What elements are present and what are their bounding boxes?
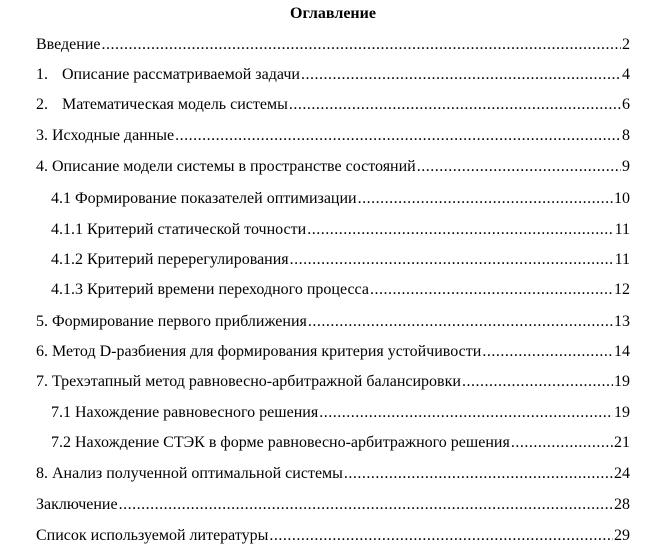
dot-leader [511,433,613,453]
dot-leader [319,403,613,423]
dot-leader [370,280,613,300]
toc-entry[interactable] [36,35,630,55]
toc-entry-text: Введение [36,36,101,53]
toc-entry-page: 19 [614,404,630,421]
dot-leader [102,35,622,55]
dot-leader [308,312,613,332]
toc-entry-page: 9 [622,158,630,175]
toc-entry-page: 4 [622,66,630,83]
toc-entry[interactable] [51,220,630,240]
toc-entry-text: Описание рассматриваемой задачи [62,66,300,83]
toc-entry-text: 7. Трехэтапный метод равновесно-арбитражной балансировки [36,373,461,390]
dot-leader [307,220,613,240]
dot-leader [301,65,621,85]
dot-leader [289,95,621,115]
toc-entry[interactable] [51,280,630,300]
toc-entry-page: 12 [614,281,630,298]
toc-entry[interactable] [51,250,630,270]
toc-entry[interactable] [36,526,630,546]
dot-leader [290,250,614,270]
toc-entry-text: Список используемой литературы [36,527,269,544]
toc-entry-text: 7.2 Нахождение СТЭК в форме равновесно-арбитражного решения [51,434,510,451]
toc-entry[interactable] [51,403,630,423]
dot-leader [462,372,613,392]
toc-entry-text: 8. Анализ полученной оптимальной системы [36,465,343,482]
toc-entry-page: 21 [614,434,630,451]
toc-entry-page: 11 [614,251,630,268]
toc-entry[interactable] [36,157,630,177]
toc-entry[interactable] [36,342,630,362]
toc-entry[interactable] [51,433,630,453]
toc-entry-page: 13 [614,313,630,330]
toc-entry-page: 14 [614,343,630,360]
toc-entry-text: 4.1.1 Критерий статической точности [51,221,307,238]
dot-leader [175,126,621,146]
toc-entry-text: Математическая модель системы [62,96,288,113]
toc-entry[interactable] [36,95,630,115]
toc-entry-text: 4.1.2 Критерий перерегулирования [51,251,289,268]
toc-entry-page: 2 [622,36,630,53]
toc-entry[interactable] [36,312,630,332]
toc-entry-text: 4. Описание модели системы в пространстве состояний [36,158,416,175]
dot-leader [482,342,613,362]
toc-entry-page: 29 [614,527,630,544]
dot-leader [344,464,613,484]
toc-title: Оглавление [290,5,376,22]
toc-entry-page: 24 [614,465,630,482]
toc-entry-page: 19 [614,373,630,390]
toc-entry-page: 10 [614,190,630,207]
dot-leader [358,189,613,209]
toc-entry-page: 8 [622,127,630,144]
toc-entry-page: 28 [614,496,630,513]
toc-entry[interactable] [36,372,630,392]
toc-entry[interactable] [36,126,630,146]
toc-entry-text: 4.1.3 Критерий времени переходного процесса [51,281,369,298]
dot-leader [417,157,621,177]
toc-entry-text: 5. Формирование первого приближения [36,313,307,330]
toc-entry-page: 6 [622,96,630,113]
toc-entry-text: 7.1 Нахождение равновесного решения [51,404,319,421]
toc-entry-number: 1. [36,66,48,83]
toc-entry[interactable] [36,495,630,515]
toc-entry[interactable] [36,65,630,85]
dot-leader [119,495,613,515]
toc-entry[interactable] [36,464,630,484]
toc-entry-number: 2. [36,96,48,113]
dot-leader [269,526,613,546]
toc-entry-text: 6. Метод D-разбиения для формирования критерия устойчивости [36,343,482,360]
toc-entry-text: Заключение [36,496,118,513]
toc-entry-text: 4.1 Формирование показателей оптимизации [51,190,357,207]
toc-entry-page: 11 [614,221,630,238]
toc-entry[interactable] [51,189,630,209]
toc-entry-text: 3. Исходные данные [36,127,175,144]
